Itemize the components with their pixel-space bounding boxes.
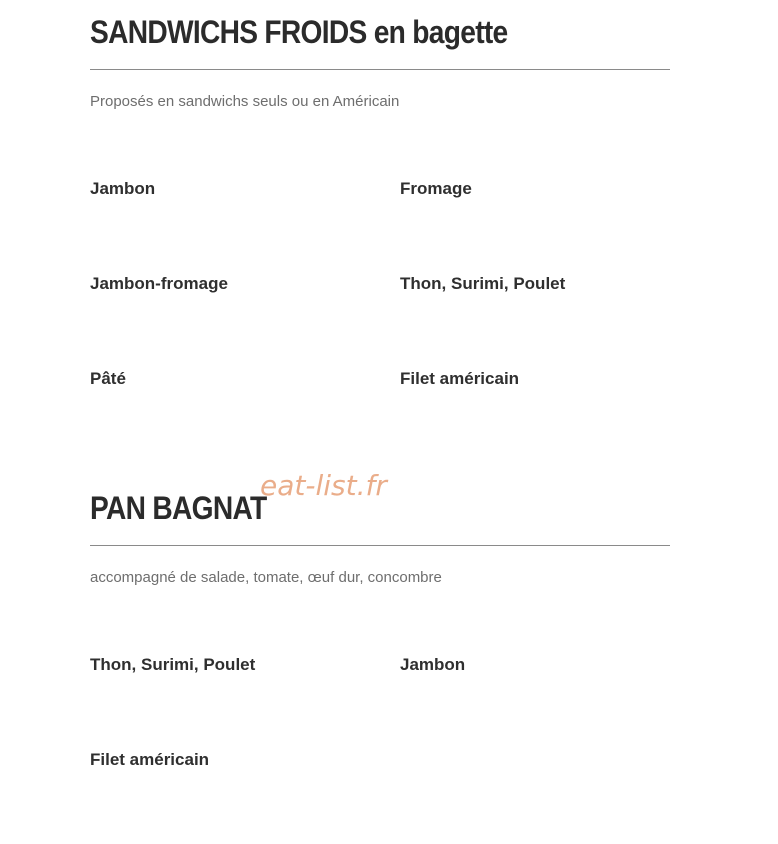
menu-item: Fromage xyxy=(400,179,472,198)
menu-item: Pâté xyxy=(90,369,126,388)
section-title-pan-bagnat: PAN BAGNAT xyxy=(90,490,267,526)
section-description: Proposés en sandwichs seuls ou en Américain xyxy=(90,93,400,110)
watermark-logo: eat-list.fr xyxy=(260,469,387,502)
section-description: accompagné de salade, tomate, œuf dur, concombre xyxy=(90,569,442,586)
menu-item: Filet américain xyxy=(400,369,520,388)
section-title-sandwichs-froids: SANDWICHS FROIDS en bagette xyxy=(90,14,508,50)
menu-item: Filet américain xyxy=(90,750,210,769)
menu-item: Jambon xyxy=(90,179,156,198)
menu-item: Jambon xyxy=(400,655,466,674)
section-divider xyxy=(90,69,670,70)
menu-item: Thon, Surimi, Poulet xyxy=(90,655,256,674)
menu-items-grid xyxy=(90,654,670,844)
section-divider xyxy=(90,545,670,546)
menu-item: Thon, Surimi, Poulet xyxy=(400,274,566,293)
menu-items-grid xyxy=(90,178,670,463)
menu-item: Jambon-fromage xyxy=(90,274,228,293)
